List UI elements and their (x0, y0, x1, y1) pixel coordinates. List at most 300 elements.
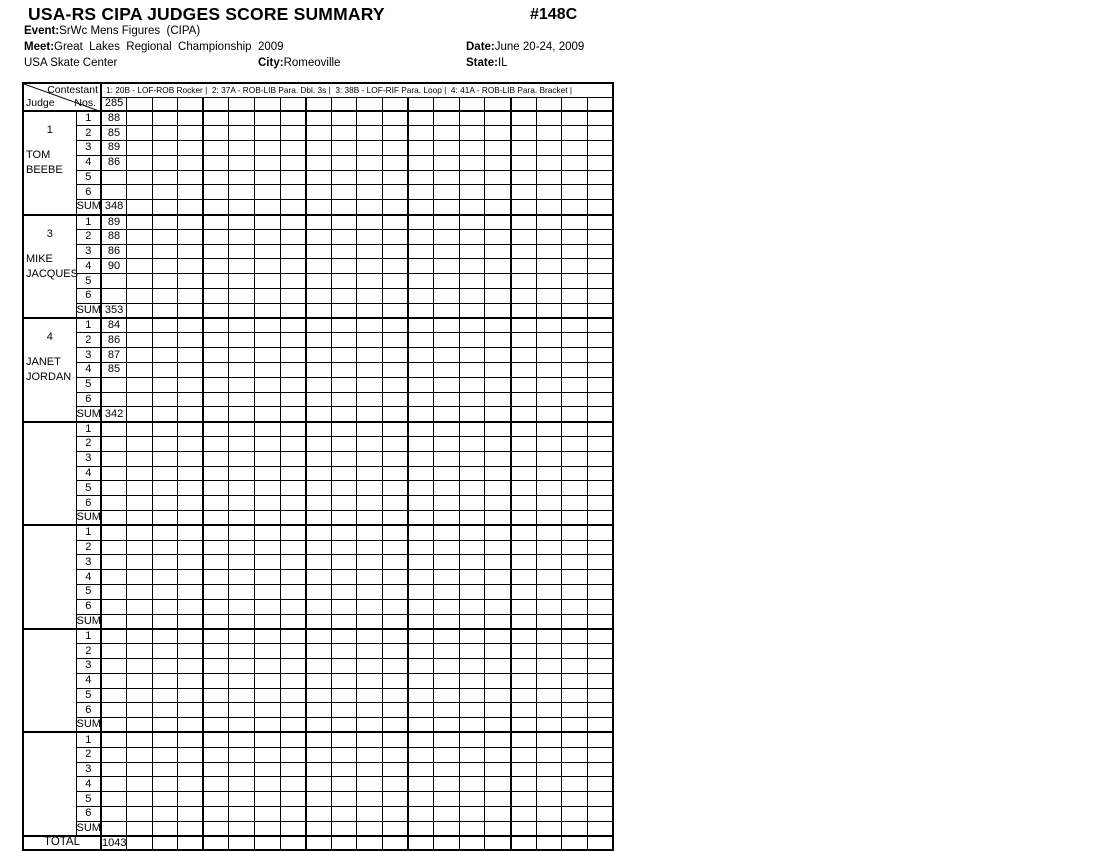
sum-cell (331, 614, 357, 629)
sum-cell (280, 407, 306, 422)
sum-cell (511, 407, 537, 422)
score-cell (203, 392, 229, 407)
score-cell (203, 762, 229, 777)
sum-cell (229, 614, 255, 629)
score-cell (408, 348, 434, 363)
score-cell (152, 229, 178, 244)
sum-cell (459, 718, 485, 733)
score-cell (255, 777, 281, 792)
score-cell (383, 155, 409, 170)
sum-cell (357, 511, 383, 526)
row-label-cell: SUM (76, 511, 101, 526)
score-cell (511, 274, 537, 289)
score-cell (101, 762, 127, 777)
score-cell (587, 259, 613, 274)
score-cell (229, 777, 255, 792)
score-cell (152, 363, 178, 378)
score-cell (280, 570, 306, 585)
score-cell (511, 141, 537, 156)
score-cell (562, 274, 588, 289)
score-cell (127, 466, 153, 481)
row-label-cell: 6 (76, 806, 101, 821)
score-cell (383, 599, 409, 614)
score-cell (101, 185, 127, 200)
score-cell (178, 185, 204, 200)
score-cell (485, 170, 511, 185)
score-cell (408, 658, 434, 673)
score-cell (331, 481, 357, 496)
score-cell (280, 732, 306, 747)
score-cell (562, 170, 588, 185)
total-value-cell (280, 836, 306, 850)
judge-cell (23, 318, 76, 422)
score-cell (229, 111, 255, 126)
score-cell (383, 170, 409, 185)
score-cell (383, 570, 409, 585)
score-cell (178, 318, 204, 333)
total-value-cell (255, 836, 281, 850)
score-cell (587, 732, 613, 747)
score-cell (434, 658, 460, 673)
score-cell (434, 392, 460, 407)
score-cell (280, 481, 306, 496)
sum-cell (152, 511, 178, 526)
sum-cell (229, 407, 255, 422)
sum-cell (255, 614, 281, 629)
judge-number (24, 539, 76, 553)
score-cell (331, 525, 357, 540)
score-cell (511, 244, 537, 259)
score-cell (485, 466, 511, 481)
sum-cell (178, 511, 204, 526)
sum-cell (178, 303, 204, 318)
row-label-cell: 3 (76, 555, 101, 570)
judge-number: 1 (46, 124, 53, 136)
score-cell (306, 762, 332, 777)
score-cell (331, 732, 357, 747)
sum-cell (127, 718, 153, 733)
score-cell (306, 348, 332, 363)
score-cell (178, 363, 204, 378)
score-cell (306, 585, 332, 600)
score-cell (178, 141, 204, 156)
score-cell (485, 777, 511, 792)
contestant-number-cell (229, 97, 255, 111)
score-cell (383, 658, 409, 673)
score-cell (255, 585, 281, 600)
sum-cell (562, 200, 588, 215)
sum-cell (101, 821, 127, 836)
score-cell (178, 481, 204, 496)
score-cell (152, 673, 178, 688)
score-cell (101, 585, 127, 600)
score-cell (587, 229, 613, 244)
score-cell (255, 629, 281, 644)
score-cell (203, 555, 229, 570)
sum-cell (562, 718, 588, 733)
score-cell (459, 244, 485, 259)
score-cell (383, 673, 409, 688)
score-cell (408, 481, 434, 496)
score-cell (562, 392, 588, 407)
score-cell (587, 466, 613, 481)
score-cell (408, 806, 434, 821)
score-cell (101, 437, 127, 452)
score-cell (280, 466, 306, 481)
score-cell (152, 318, 178, 333)
judge-number (24, 746, 76, 760)
score-cell (255, 422, 281, 437)
sum-cell (408, 303, 434, 318)
sum-cell (280, 200, 306, 215)
score-cell (536, 644, 562, 659)
score-cell (434, 777, 460, 792)
score-cell (408, 318, 434, 333)
city-value: Romeoville (283, 57, 341, 69)
score-cell (101, 377, 127, 392)
score-cell (408, 422, 434, 437)
score-cell (357, 111, 383, 126)
row-label-cell: 2 (76, 747, 101, 762)
score-cell (306, 377, 332, 392)
score-cell (383, 126, 409, 141)
sum-cell (357, 718, 383, 733)
score-cell (203, 363, 229, 378)
score-cell (587, 170, 613, 185)
score-cell (203, 777, 229, 792)
score-cell (229, 185, 255, 200)
score-cell (485, 658, 511, 673)
score-cell (203, 170, 229, 185)
score-cell (101, 747, 127, 762)
score-cell (511, 392, 537, 407)
score-cell (536, 585, 562, 600)
score-cell (408, 570, 434, 585)
sum-cell (562, 614, 588, 629)
score-cell (331, 599, 357, 614)
score-cell (357, 289, 383, 304)
score-cell (306, 274, 332, 289)
score-cell (255, 658, 281, 673)
sum-cell (511, 718, 537, 733)
score-cell (331, 244, 357, 259)
score-cell (306, 229, 332, 244)
sum-cell (383, 200, 409, 215)
venue: USA Skate Center (24, 57, 118, 69)
score-cell (331, 644, 357, 659)
sum-cell (203, 718, 229, 733)
score-cell (408, 629, 434, 644)
score-cell (306, 496, 332, 511)
score-cell (331, 348, 357, 363)
score-cell (203, 732, 229, 747)
score-cell (203, 155, 229, 170)
sum-cell (203, 511, 229, 526)
score-cell (536, 215, 562, 230)
figures-header-cell (101, 83, 613, 97)
score-cell (511, 229, 537, 244)
score-cell (229, 629, 255, 644)
score-cell (485, 244, 511, 259)
score-cell (562, 185, 588, 200)
score-cell (511, 658, 537, 673)
score-cell (383, 333, 409, 348)
score-cell (152, 289, 178, 304)
score-cell (434, 481, 460, 496)
row-label-cell: 3 (76, 658, 101, 673)
event-line (24, 25, 200, 37)
score-cell (229, 525, 255, 540)
score-cell (306, 688, 332, 703)
score-cell (587, 629, 613, 644)
score-cell (178, 599, 204, 614)
score-cell (511, 762, 537, 777)
score-cell (152, 141, 178, 156)
score-cell (357, 363, 383, 378)
row-label-cell: 3 (76, 348, 101, 363)
score-cell (127, 363, 153, 378)
row-label-cell: SUM (76, 200, 101, 215)
contestant-number-cell (511, 97, 537, 111)
sum-cell (562, 303, 588, 318)
score-cell (178, 155, 204, 170)
score-cell (127, 629, 153, 644)
score-cell (511, 599, 537, 614)
sum-cell (536, 511, 562, 526)
sum-cell (357, 200, 383, 215)
judge-name-line: JORDAN (26, 371, 72, 384)
score-cell (280, 658, 306, 673)
score-cell (562, 215, 588, 230)
contestant-number-cell (408, 97, 434, 111)
sum-cell (331, 200, 357, 215)
total-value-cell (331, 836, 357, 850)
score-cell (459, 481, 485, 496)
sum-cell (255, 821, 281, 836)
sum-cell (357, 407, 383, 422)
sum-cell (587, 511, 613, 526)
score-cell (511, 540, 537, 555)
score-cell (152, 274, 178, 289)
score-cell (229, 377, 255, 392)
row-label-cell: 2 (76, 437, 101, 452)
date-line (466, 41, 584, 53)
score-cell (511, 629, 537, 644)
score-cell (511, 185, 537, 200)
score-cell (127, 229, 153, 244)
score-cell (511, 437, 537, 452)
score-cell (383, 629, 409, 644)
sum-cell (357, 614, 383, 629)
score-cell (587, 215, 613, 230)
sum-cell (152, 718, 178, 733)
score-cell (511, 215, 537, 230)
score-cell (536, 792, 562, 807)
score-cell (434, 244, 460, 259)
score-cell (280, 333, 306, 348)
score-cell (280, 289, 306, 304)
score-cell (357, 599, 383, 614)
score-cell (536, 540, 562, 555)
score-cell (536, 437, 562, 452)
score-cell (306, 599, 332, 614)
contestant-number-cell (383, 97, 409, 111)
score-cell (485, 392, 511, 407)
score-cell (357, 703, 383, 718)
score-cell (434, 629, 460, 644)
score-cell (229, 762, 255, 777)
sum-cell (383, 407, 409, 422)
score-cell (408, 732, 434, 747)
score-cell (434, 437, 460, 452)
score-cell: 84 (101, 318, 127, 333)
sum-cell (229, 303, 255, 318)
score-cell (255, 185, 281, 200)
score-cell (101, 806, 127, 821)
score-cell (203, 806, 229, 821)
score-cell (178, 466, 204, 481)
score-cell (178, 658, 204, 673)
score-cell (229, 658, 255, 673)
sum-cell (485, 614, 511, 629)
score-cell (280, 348, 306, 363)
score-cell (331, 792, 357, 807)
score-cell (459, 599, 485, 614)
row-label-cell: 1 (76, 525, 101, 540)
sum-cell (511, 303, 537, 318)
row-label-cell: 6 (76, 185, 101, 200)
score-cell (511, 155, 537, 170)
score-cell (331, 466, 357, 481)
score-cell (434, 496, 460, 511)
score-cell (434, 747, 460, 762)
row-label-cell: 4 (76, 363, 101, 378)
score-cell (511, 363, 537, 378)
score-cell (587, 392, 613, 407)
city-label: City: (258, 57, 284, 69)
score-cell (255, 747, 281, 762)
score-cell (203, 422, 229, 437)
score-cell (127, 185, 153, 200)
score-cell (587, 658, 613, 673)
score-cell (485, 274, 511, 289)
score-cell (485, 792, 511, 807)
score-cell (562, 333, 588, 348)
score-cell (229, 348, 255, 363)
score-cell (306, 170, 332, 185)
sum-cell (434, 614, 460, 629)
score-cell (459, 392, 485, 407)
score-cell (536, 348, 562, 363)
score-cell (408, 555, 434, 570)
score-cell (459, 229, 485, 244)
score-cell (331, 688, 357, 703)
score-cell (485, 185, 511, 200)
sum-cell (459, 821, 485, 836)
score-cell (178, 111, 204, 126)
score-cell (536, 762, 562, 777)
score-cell (383, 747, 409, 762)
score-cell (562, 555, 588, 570)
score-cell (357, 377, 383, 392)
sum-cell (536, 303, 562, 318)
score-cell (536, 392, 562, 407)
score-cell (152, 777, 178, 792)
score-cell (101, 658, 127, 673)
score-cell (229, 540, 255, 555)
score-cell (280, 806, 306, 821)
score-cell (485, 570, 511, 585)
sum-cell (255, 303, 281, 318)
score-cell (331, 540, 357, 555)
sum-cell (485, 821, 511, 836)
score-cell (587, 703, 613, 718)
score-cell (587, 599, 613, 614)
score-cell (562, 599, 588, 614)
score-cell (331, 777, 357, 792)
score-cell (152, 111, 178, 126)
score-cell (255, 318, 281, 333)
score-cell (485, 363, 511, 378)
score-cell (127, 437, 153, 452)
score-cell (459, 585, 485, 600)
total-value-cell (229, 836, 255, 850)
score-cell (485, 629, 511, 644)
score-cell (229, 792, 255, 807)
sum-cell (306, 821, 332, 836)
judge-cell (23, 525, 76, 629)
score-cell (408, 259, 434, 274)
score-cell (511, 806, 537, 821)
score-cell (331, 451, 357, 466)
score-cell (178, 585, 204, 600)
score-cell (101, 422, 127, 437)
score-cell (434, 585, 460, 600)
score-cell (459, 806, 485, 821)
score-cell (229, 259, 255, 274)
score-cell (459, 466, 485, 481)
score-cell (306, 466, 332, 481)
score-cell (408, 703, 434, 718)
row-label-cell: SUM (76, 407, 101, 422)
score-cell (229, 570, 255, 585)
score-cell (434, 673, 460, 688)
score-cell (536, 155, 562, 170)
score-cell (203, 437, 229, 452)
score-cell (434, 599, 460, 614)
score-cell (383, 229, 409, 244)
score-cell (178, 437, 204, 452)
score-cell (306, 259, 332, 274)
score-cell (203, 747, 229, 762)
score-cell (127, 215, 153, 230)
score-cell (152, 215, 178, 230)
score-cell (562, 525, 588, 540)
score-cell (306, 732, 332, 747)
score-cell (357, 540, 383, 555)
score-cell (255, 599, 281, 614)
score-cell (536, 481, 562, 496)
sum-cell (280, 718, 306, 733)
score-cell (562, 644, 588, 659)
score-cell (255, 451, 281, 466)
score-cell (331, 185, 357, 200)
score-cell (587, 570, 613, 585)
score-cell (127, 348, 153, 363)
score-cell (536, 570, 562, 585)
score-cell (383, 451, 409, 466)
score-cell (383, 289, 409, 304)
